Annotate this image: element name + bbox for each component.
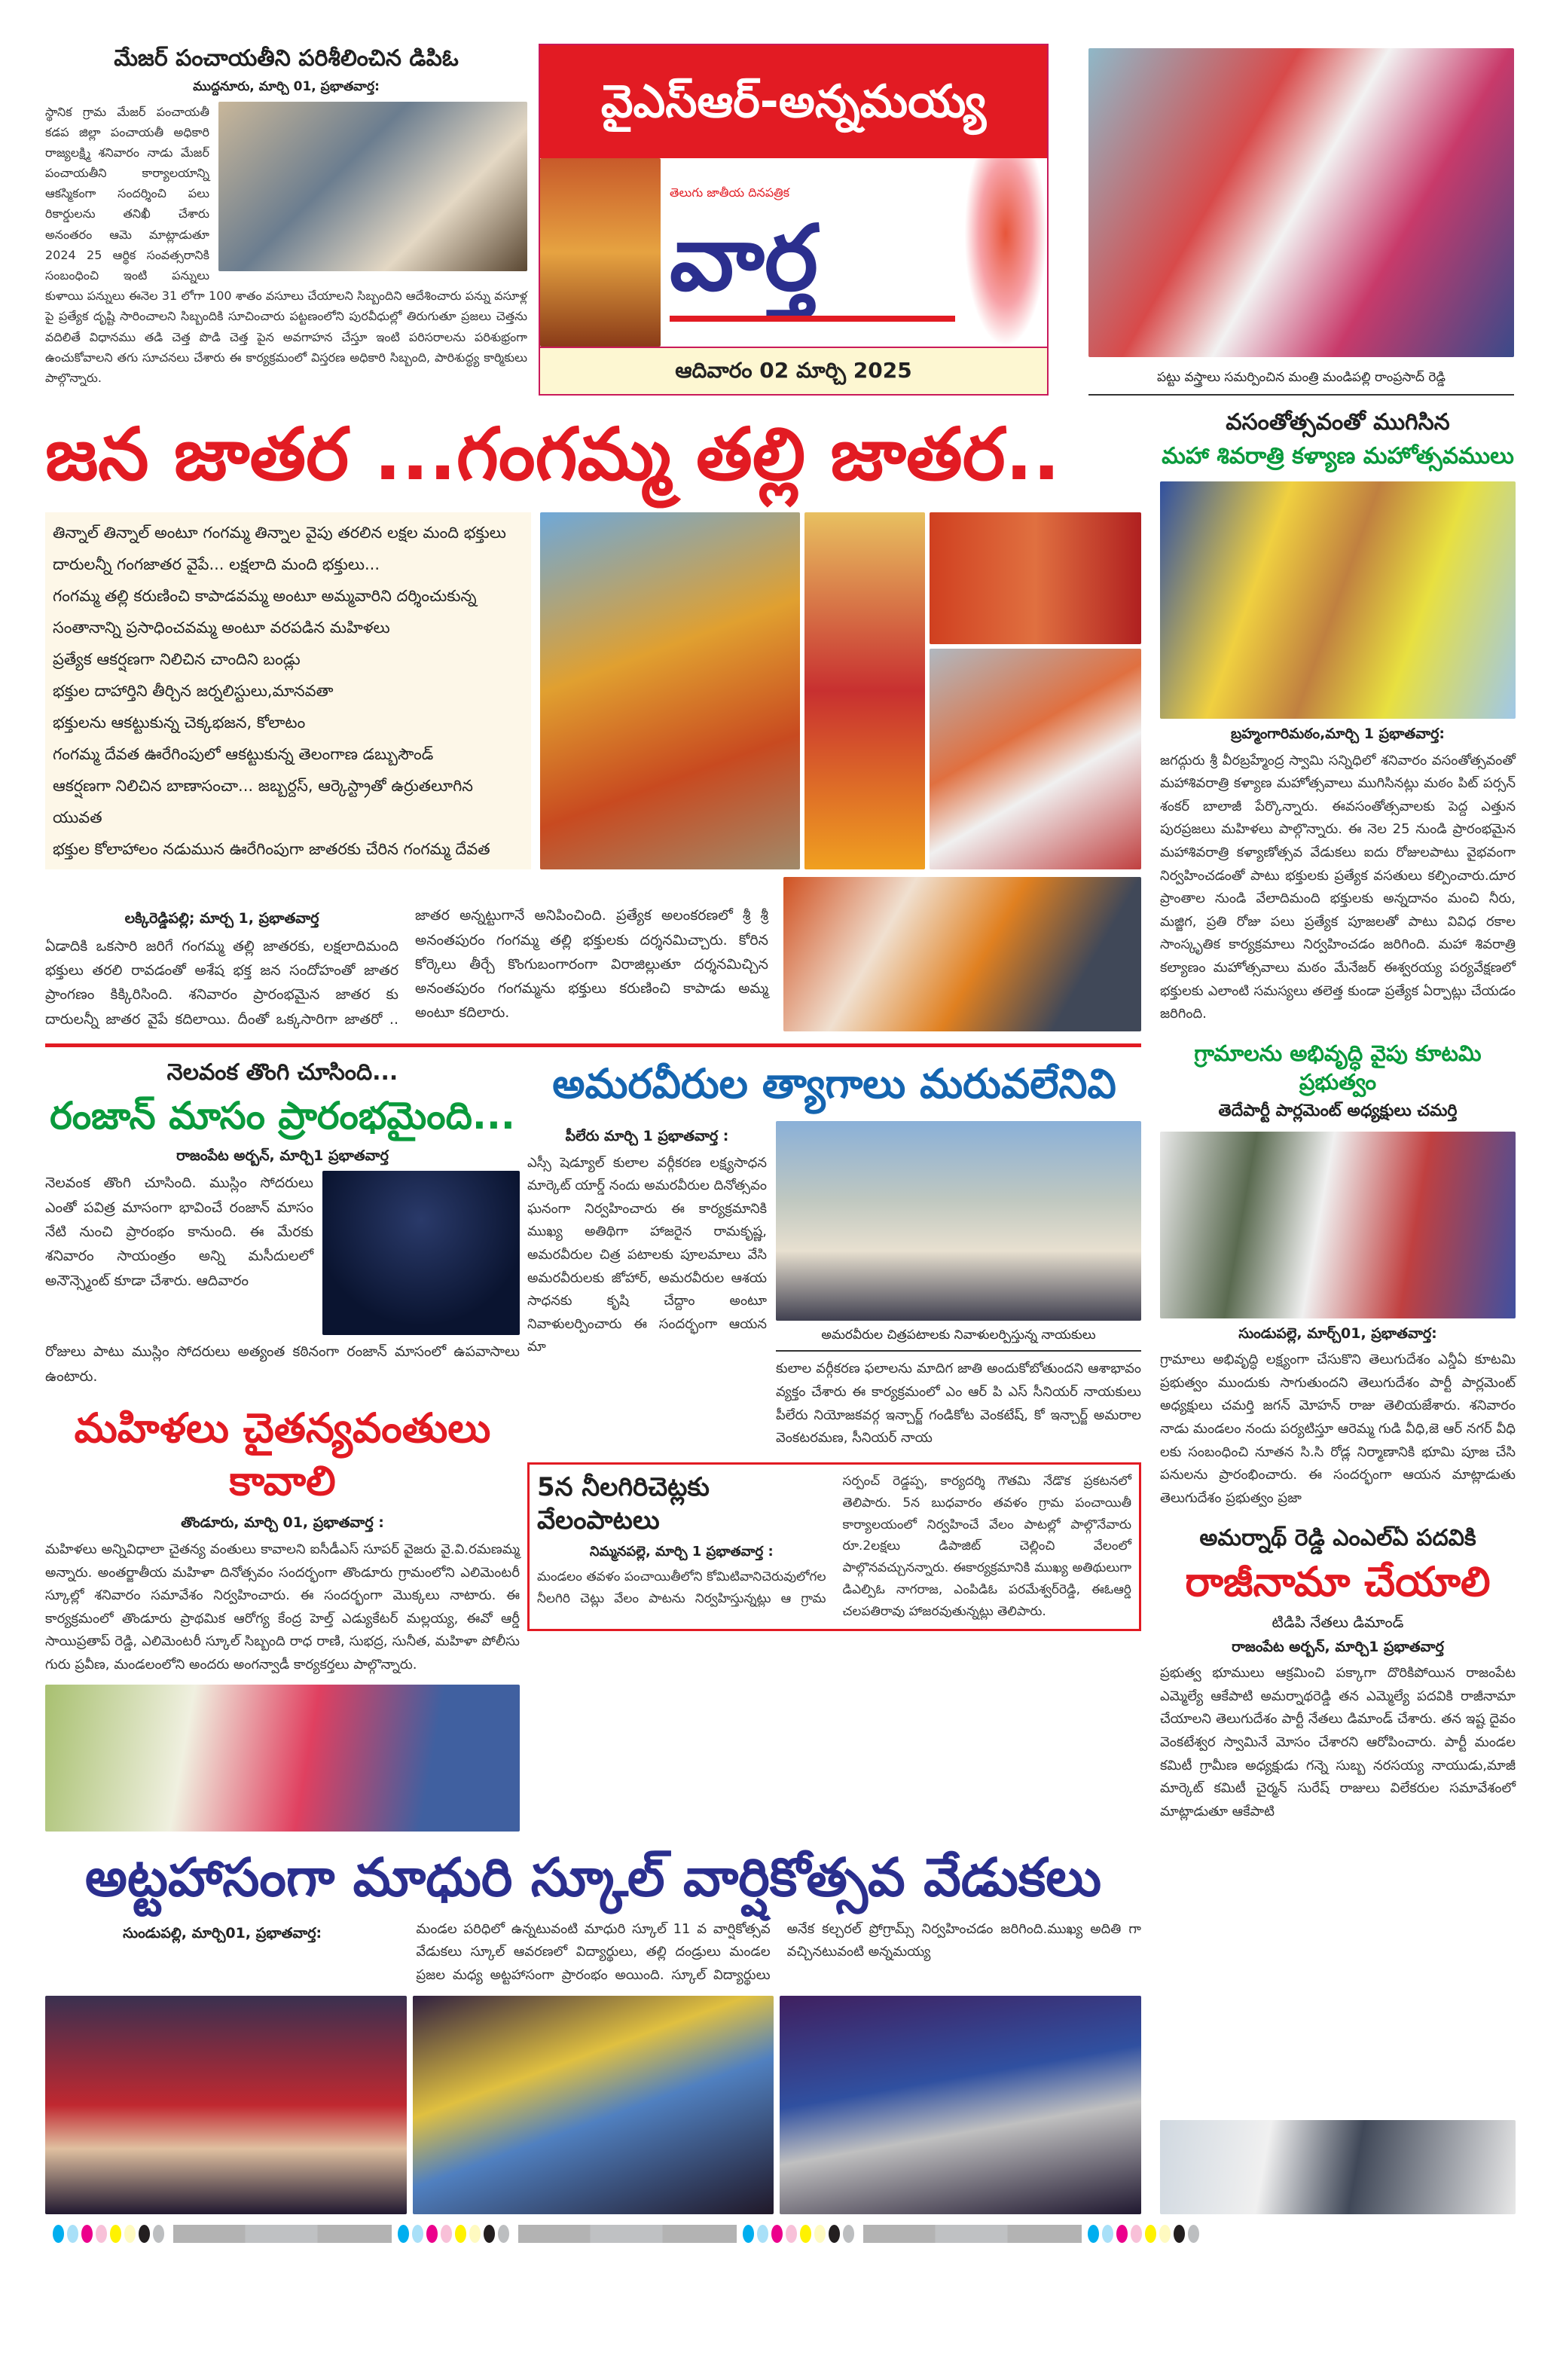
article-ramzan [45,1058,520,1389]
photo-martyrs-tribute [776,1121,1141,1321]
highlight: భక్తులను ఆకట్టుకున్న చెక్కభజన, కోలాటం [53,713,306,732]
dateline: నిమ్మనపల్లె, మార్చి 1 ప్రభాతవార్త : [589,1544,774,1560]
photo-school-guests [780,1996,1141,2214]
photo-minister [1088,48,1514,357]
highlight: భక్తుల కోలాహాలం నడుమున ఊరేగింపుగా జాతరకు చేరిన గంగమ్మ దేవత [53,839,490,858]
dateline: పీలేరు మార్చి 1 ప్రభాతవార్త : [565,1128,729,1145]
annamayya-illustration [964,158,1047,347]
article-martyrs [527,1058,1141,1450]
photo-caption: పట్టు వస్త్రాలు సమర్పించిన మంత్రి మండిపల్లి రాంప్రసాద్ రెడ్డి [1088,368,1514,396]
highlight: సంతానాన్ని ప్రసాధించవమ్మ అంటూ వరపడిన మహిళలు [53,618,390,637]
masthead [539,44,1049,396]
body-text: ఎస్సీ షెడ్యూల్ కులాల వర్గీకరణ లక్ష్యసాధన మార్కెట్ యార్డ్ నందు అమరవీరుల దినోత్సవం ఘనంగా నిర్వహించారు ఈ కార్యక్రమానికి ముఖ్య అతిథిగా హాజరైన రామకృష్ణ, అమరవీరుల చిత్ర పటాలకు పూలమాలు వేసి అమరవీరులకు జోహార్, అమరవీరుల ఆశయ సాధనకు కృషి చేద్దాం అంటూ నివాళులర్పించారు ఈ సందర్భంగా ఆయన మా [527,1154,767,1355]
body-text: నెలవంక తొంగి చూసింది. ముస్లిం సోదరులు ఎంతో పవిత్ర మాసంగా భావించే రంజాన్ మాసం నేటి నుంచి ప్రారంభం కానుంది. ఈ మేరకు శనివారం సాయంత్రం అన్ని మసీదులలో అనౌన్స్మెంట్ కూడా చేశారు. ఆదివారం [45,1175,313,1289]
highlight: భక్తుల దాహార్తిని తీర్చిన జర్నలిస్టులు,మానవతా [53,681,334,700]
highlight: గంగమ్మ తల్లి కరుణించి కాపాడవమ్మ అంటూ అమ్మవారిని దర్శించుకున్న [53,586,477,605]
body-text-2: కులాల వర్గీకరణ ఫలాలను మాదిగ జాతి అందుకోబోతుందని ఆశాభావం వ్యక్తం చేశారు ఈ కార్యక్రమంలో ఎం ఆర్ పి ఎస్ సీనియర్ నాయకులు పీలేరు నియోజకవర్గ ఇన్చార్జ్ గండికోట వెంకటేష్, కో ఇన్చార్జ్ అమరాల వెంకటరమణ, సీనియర్ నాయ [776,1361,1141,1447]
middle-left-column [45,1058,520,1832]
photo-press-meet [783,877,1141,1031]
body-text: గ్రామాలు అభివృద్ధి లక్ష్యంగా చేసుకొని తెలుగుదేశం ఎన్డీఏ కూటమి ప్రభుత్వం ముందుకు సాగుతుందని తెలుగుదేశం పార్టీ పార్లమెంట్ అధ్యక్షులు చమర్తి జగన్ మోహన్ రాజు తెలియజేశారు. శనివారం నాడు మండలం నందు పర్యటిస్తూ ఆరెమ్మ గుడి వీధి,జె ఆర్ నగర్ వీధి లకు సంబంధించి నూతన సి.సి రోడ్ల నిర్మాణానికి భూమి పూజ చేసి పనులను ప్రారంభించారు. ఈ సందర్భంగా ఆయన మాట్లాడుతు తెలుగుదేశం ప్రభుత్వం ప్రజా [1160,1352,1516,1506]
dateline: లక్కిరెడ్డిపల్లి; మార్చ 1, ప్రభాతవార్త [124,910,319,927]
article-dpo-inspection [45,44,527,388]
subhead: టిడిపి నేతలు డిమాండ్ [1272,1612,1404,1631]
article-women [45,1402,520,1831]
dateline: రాజంపేట అర్బన్, మార్చి1 ప్రభాతవార్త [1232,1638,1444,1655]
lower-section [45,408,1516,2214]
main-article-body [45,877,1141,1031]
photo-school-stage [413,1996,774,2214]
body-text: జగద్గురు శ్రీ వీరబ్రహ్మేంద్ర స్వామి సన్నిధిలో శనివారం వసంతోత్సవంతో మహాశివరాత్రి కళ్యాణ మహోత్సవాలు ముగిసినట్లు మఠం పిట్ పర్సన్ శంకర్ బాలాజీ పేర్కొన్నారు. ఈవసంతోత్సవాలకు పెద్ద ఎత్తున పురప్రజలు మహిళలు పాల్గొన్నారు. ఈ నెల 25 నుండి ప్రారంభమైన మహాశివరాత్రి కళ్యాణోత్సవ వేడుకలు ఐదు రోజులపాటు వైభవంగా నిర్వహించడంతో పాటు భక్తులకు ప్రత్యేక వసతులు కల్పించారు.దూర ప్రాంతాల నుండి వేలాదిమంది భక్తులకు అన్నదానం మంచి నీరు, మజ్జిగ, ప్రతి రోజు పలు ప్రత్యేక పూజలతో పాటు వివిధ రకాల సాంస్కృతిక కార్యక్రమాలు నిర్వహించడం జరిగింది. మహా శివరాత్రి కల్యాణం మహోత్సవాలు మఠం మేనేజర్ ఈశ్వరయ్య పర్యవేక్షణలో భక్తులకు ఎలాంటి సమస్యలు తలెత్త కుండా ప్రత్యేక ఏర్పాట్లు చేయడం జరిగింది. [1160,752,1516,1022]
body-text: ప్రభుత్వ భూములు ఆక్రమించి పక్కాగా దొరికిపోయిన రాజంపేట ఎమ్మెల్యే ఆకేపాటి అమర్నాథరెడ్డి తన ఎమ్మెల్యే పదవికి రాజీనామా చేయాలని తెలుగుదేశం పార్టీ నేతలు డిమాండ్ చేశారు. తన ఇష్ట దైవం వెంకటేశ్వర స్వామినే మోసం చేశారని ఆరోపించారు. పార్టీ మండల కమిటీ గ్రామీణ అధ్యక్షుడు గన్నె సుబ్బ నరసయ్య నాయుడు,మాజీ మార్కెట్ కమిటీ చైర్మన్ సురేష్ రాజులు విలేకరుల సమావేశంలో మాట్లాడుతూ ఆకేపాటి [1160,1665,1516,1819]
article-resign [1160,1523,1516,1823]
deity-image [540,158,661,347]
highlight: ప్రత్యేక ఆకర్షణగా నిలిచిన చాందిని బండ్లు [53,649,301,668]
headline: మేజర్ పంచాయతీని పరిశీలించిన డిపిఓ [114,45,459,72]
school-headline: అట్టహాసంగా మాధురి స్కూల్ వార్షికోత్సవ వేడుకలు [84,1846,1102,1908]
dateline: సుండుపల్లె, మార్చ్01, ప్రభాతవార్త: [1238,1324,1437,1342]
kicker: నెలవంక తొంగి చూసింది... [166,1059,398,1086]
headline: రంజాన్ మాసం ప్రారంభమైంది... [50,1093,515,1138]
top-row [45,44,1516,396]
top-right-photo-block [1088,44,1514,396]
issue-date: ఆదివారం 02 మార్చి 2025 [540,347,1047,394]
highlights-row [45,512,1141,869]
highlight: ఆకర్షణగా నిలిచిన బాణాసంచా... జబ్బర్దస్, ఆర్కెస్ట్రాతో ఉర్రుతలూగిన యువత [53,776,474,826]
body-text: ఏడాదికి ఒకసారి జరిగే గంగమ్మ తల్లి జాతరకు, లక్షలాదిమంది భక్తులు తరలి రావడంతో అశేష భక్త జన సందోహంతో జాతర ప్రాంగణం కిక్కిరిసింది. శనివారం ప్రారంభమైన జాతర కు దారులన్నీ జాతర వైపే కదిలాయి. దీంతో ఒక్కసారిగా జాతరో .. జాతర అన్నట్టుగానే అనిపించింది. ప్రత్యేక అలంకరణలో శ్రీ శ్రీ అనంతపురం గంగమ్మ తల్లి భక్తులకు దర్శనమిచ్చారు. కోరిన కోర్కెలు తీర్చే కొంగుబంగారంగా విరాజిల్లుతూ దర్శనమిచ్చిన అనంతపురం గంగమ్మను భక్తులు కరుణించి కాపాడు అమ్మ అంటూ కదిలారు. [45,907,768,1028]
subhead: తెదేపార్టీ పార్లమెంట్ అధ్యక్షులు చమర్తి [1218,1101,1458,1121]
photo-womens-day [45,1685,520,1832]
dateline: బ్రహ్మంగారిమఠం,మార్చి 1 ప్రభాతవార్త: [1230,726,1445,743]
body: స్థానిక గ్రామ మేజర్ పంచాయతీ కడప జిల్లా పంచాయతీ అధికారి రాజ్యలక్ష్మి శనివారం నాడు మేజర్ పంచాయతీని కార్యాలయాన్ని ఆకస్మికంగా సందర్శించి పలు రికార్డులను తనిఖీ చేశారు అనంతరం ఆమె మాట్లాడుతూ 2024 25 ఆర్థిక సంవత్సరానికి సంబంధించి ఇంటి పన్నులు కుళాయి పన్నులు ఈనెల 31 లోగా 100 శాతం వసూలు చేయాలని సిబ్బందిని ఆదేశించారు పన్ను వసూళ్ల పై ప్రత్యేక దృష్టి సారించాలని సిబ్బందికి సూచించారు పట్టణంలోని పురవీధుల్లో తిరుగుతూ ప్రజలు చెత్తను వదిలితే విధానము తడి చెత్త పొడి చెత్త పైన అవగాహన చేస్తూ ఇంటి పరిసరాలను పరిశుభ్రంగా ఉంచుకోవాలని తగు సూచనలు చేశారు ఈ కార్యక్రమంలో విస్తరణ అధికారి సిబ్బంది, పారిశుద్ధ్య కార్మికులు పాల్గొన్నారు. [45,104,527,385]
photo-bhoomi-puja [1160,1132,1516,1318]
main-headline: జన జాతర ...గంగమ్మ తల్లి జాతర.. [45,412,1061,497]
photo-crescent-moon [322,1171,520,1335]
left-area [45,408,1141,2214]
photo-school-dance [45,1996,407,2214]
headline: రాజీనామా చేయాలి [1185,1558,1491,1606]
dateline: తొండూరు, మార్చి 01, ప్రభాతవార్త : [181,1514,384,1532]
body-text: మండల పరిధిలో ఉన్నటువంటి మాధురి స్కూల్ 11 వ వార్షికోత్సవ వేడుకలు స్కూల్ ఆవరణలో విద్యార్థులు, తల్లి దండ్రులు మండల ప్రజల మధ్య అట్టహాసంగా ప్రారంభం అయింది. స్కూల్ విద్యార్థులు అనేక కల్చరల్ ప్రోగ్రామ్స్ నిర్వహించడం జరిగింది.ముఖ్య అదితి గా వచ్చినటువంటి అన్నమయ్య [416,1920,1141,1983]
highlights-box [45,512,531,869]
color-registration-bar [45,2225,1516,2246]
photo-dpo [218,102,527,271]
headline: అమరవీరుల త్యాగాలు మరువలేనివి [552,1059,1116,1108]
article-village-development [1160,1040,1516,1511]
middle-right-column [527,1058,1141,1631]
photo-tdp-press [1160,2120,1516,2214]
highlight: దారులన్నీ గంగజాతర వైపే... లక్షలాది మంది భక్తులు... [53,555,380,573]
highlight: తిన్నాల్ తిన్నాల్ అంటూ గంగమ్మ తిన్నాల వైపు తరలిన లక్షల మంది భక్తులు [53,523,506,542]
body-text: మహిళలు అన్నివిధాలా చైతన్య వంతులు కావాలని ఐసీడీఎస్ సూపర్ వైజరు వై.వి.రమణమ్మ అన్నారు. అంతర్జాతీయ మహిళా దినోత్సవం సందర్భంగా తొండూరు గ్రామంలోని ఎలిమెంటరీ స్కూల్లో శనివారం సమావేశం నిర్వహించారు. ఈ సందర్భంగా మొక్కలు నాటారు. ఈ కార్యక్రమంలో తొండూరు ప్రాథమిక ఆరోగ్య కేంద్ర హెల్త్ ఎడ్యుకేటర్ మల్లయ్య, ఈవో ఆర్డీ సాయిప్రతాప్ రెడ్డి, ఎలిమెంటరీ స్కూల్ సిబ్బంది రాధ రాణి, సుభద్ర, సునీత, మహిళా పోలీసు గురు ప్రవీణ, మండలంలోని అందరు అంగన్వాడీ కార్యకర్తలు పాల్గొన్నారు. [45,1541,520,1673]
headline: మహిళలు చైతన్యవంతులు కావాలి [74,1404,491,1505]
photo-chandini-cart [540,512,800,869]
article-school [45,1918,1141,1987]
dateline: రాజంపేట అర్బన్, మార్చి1 ప్రభాతవార్త [176,1147,389,1164]
photo-caption: అమరవీరుల చిత్రపటాలకు నివాళులర్పిస్తున్న నాయకులు [776,1321,1141,1352]
article-shivaratri [1160,408,1516,1026]
kicker: అమర్నాథ్ రెడ్డి ఎంఎల్ఏ పదవికి [1199,1525,1476,1552]
masthead-title: వైఎస్ఆర్-అన్నమయ్య [540,45,1047,158]
middle-row [45,1058,1141,1832]
body-closing: రోజులు పాటు ముస్లిం సోదరులు అత్యంత కఠినంగా రంజాన్ మాసంలో ఉపవాసాలు ఉంటారు. [45,1343,520,1385]
logo-vaartha: వార్త [670,206,818,311]
kicker: వసంతోత్సవంతో ముగిసిన [1226,409,1450,436]
headline: గ్రామాలను అభివృద్ధి వైపు కూటమి ప్రభుత్వం [1194,1040,1482,1095]
dateline: ముద్దనూరు, మార్చి 01, ప్రభాతవార్త: [193,79,380,94]
photo-leaders [930,649,1141,869]
right-column [1160,408,1516,2214]
photo-collage [540,512,1141,869]
divider [45,1043,1141,1047]
highlight: గంగమ్మ దేవత ఊరేగింపులో ఆకట్టుకున్న తెలంగాణ డబ్బుసౌండ్ [53,744,434,763]
photo-kalyanam [1160,481,1516,719]
tagline: తెలుగు జాతీయ దినపత్రిక [670,185,789,200]
article-auction [527,1462,1141,1631]
photo-goddess [804,512,925,869]
headline: 5న నీలగిరిచెట్లకు వేలంపాటలు [537,1471,710,1535]
body-text: మండలం తవళం పంచాయితీలోని కోమిటివానిచెరువులోగల నీలగిరి చెట్లు వేలం పాటను నిర్వహిస్తున్నట్లు ఆ గ్రామ సర్పంచ్ రెడ్డప్ప, కార్యదర్శి గౌతమి నేడొక ప్రకటనలో తెలిపారు. 5న బుధవారం తవళం గ్రామ పంచాయితీ కార్యాలయంలో నిర్వహించే వేలం పాటల్లో పాల్గొనేవారు రూ.2లక్షలు డిపాజిట్ చెల్లించి వేలంలో పాల్గొనవచ్చునన్నారు. ఈకార్యక్రమానికి ముఖ్య అతిథులుగా డిఎల్పిఓ నాగరాజ, ఎంపిడిఓ పరమేశ్వర్‌రెడ్డి, ఈఓఆర్డి చలపతిరావు హాజరవుతున్నట్లు తెలిపారు. [537,1473,1131,1620]
photo-crowd [930,512,1141,644]
headline: మహా శివరాత్రి కళ్యాణ మహోత్సవములు [1162,443,1514,470]
school-photos [45,1996,1141,2214]
dateline: సుండుపల్లి, మార్చి01, ప్రభాతవార్త: [123,1924,322,1942]
